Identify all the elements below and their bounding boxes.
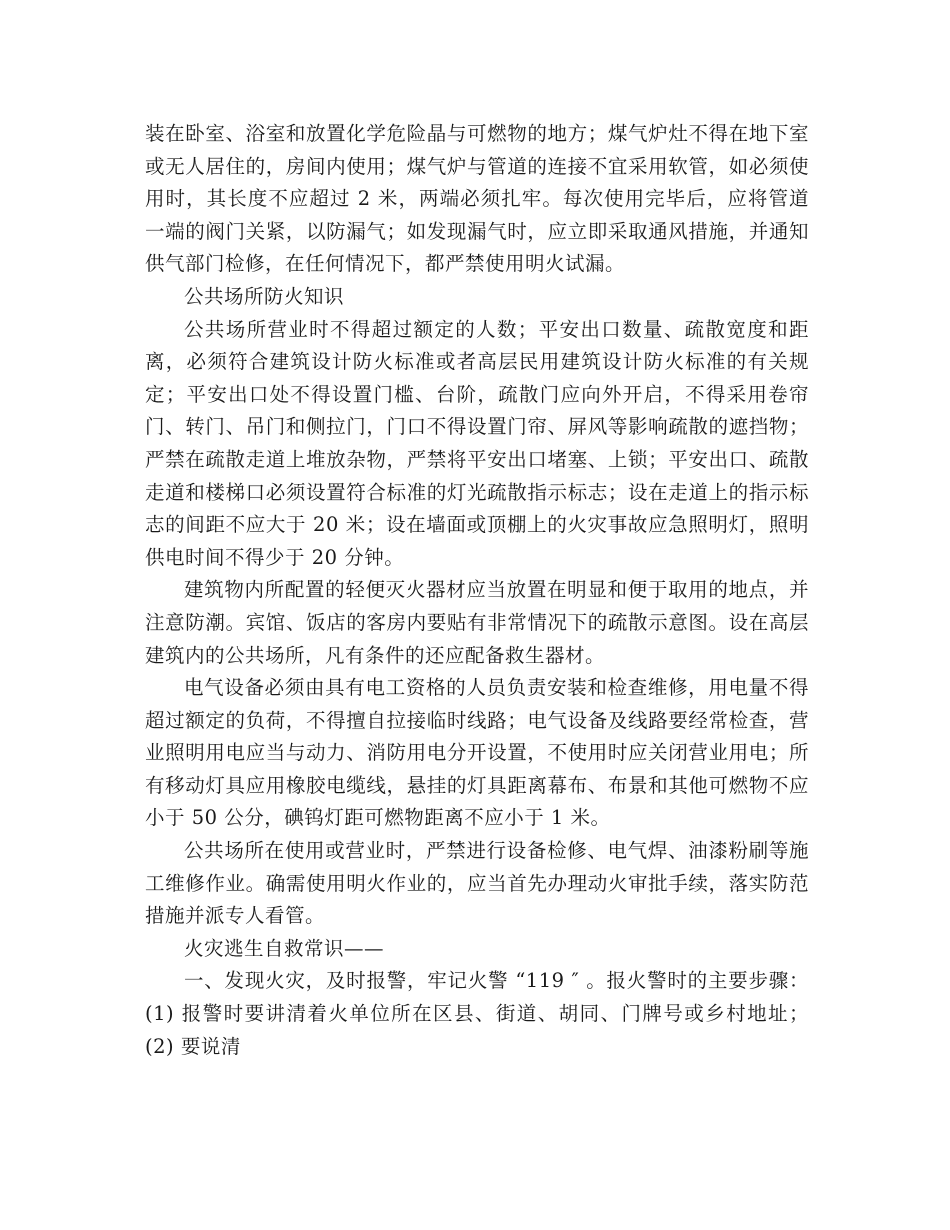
paragraph-maintenance-work: 公共场所在使用或营业时，严禁进行设备检修、电气焊、油漆粉刷等施工维修作业。确需使用明火作业的，应当首先办理动火审批手续，落实防范措施并派专人看管。 — [145, 839, 809, 928]
paragraph-continuation: 装在卧室、浴室和放置化学危险晶与可燃物的地方；煤气炉灶不得在地下室或无人居住的，房间内使用；煤气炉与管道的连接不宜采用软管，如必须使用时，其长度不应超过 2 米，两端必须扎牢。每次使用完毕后，应将管道一端的阀门关紧，以防漏气；如发现漏气时，应立即采取通风措施，并通知供气部门检修，在任何情况下，都严禁使用明火试漏。 — [145, 122, 809, 276]
paragraph-electrical-equipment: 电气设备必须由具有电工资格的人员负责安装和检查维修，用电量不得超过额定的负荷，不得擅自拉接临时线路；电气设备及线路要经常检查，营业照明用电应当与动力、消防用电分开设置，不使用时应关闭营业用电；所有移动灯具应用橡胶电缆线，悬挂的灯具距离幕布、布景和其他可燃物不应小于 50 公分，碘钨灯距可燃物距离不应小于 1 米。 — [145, 676, 809, 830]
document-page — [145, 118, 809, 1063]
paragraph-report-fire: 一、发现火灾，及时报警，牢记火警 “119 ″ 。报火警时的主要步骤：(1) 报警时要讲清着火单位所在区县、街道、胡同、门牌号或乡村地址；(2) 要说清 — [145, 969, 809, 1058]
paragraph-fire-extinguishers: 建筑物内所配置的轻便灭火器材应当放置在明显和便于取用的地点，并注意防潮。宾馆、饭店的客房内要贴有非常情况下的疏散示意图。设在高层建筑内的公共场所，凡有条件的还应配备救生器材。 — [145, 578, 809, 667]
section-heading-fire-escape: 火灾逃生自救常识—— — [184, 936, 385, 960]
paragraph-public-places-capacity: 公共场所营业时不得超过额定的人数；平安出口数量、疏散宽度和距离，必须符合建筑设计防火标准或者高层民用建筑设计防火标准的有关规定；平安出口处不得设置门槛、台阶，疏散门应向外开启，不得采用卷帘门、转门、吊门和侧拉门，门口不得设置门帘、屏风等影响疏散的遮挡物；严禁在疏散走道上堆放杂物，严禁将平安出口堵塞、上锁；平安出口、疏散走道和楼梯口必须设置符合标准的灯光疏散指示标志；设在走道上的指示标志的间距不应大于 20 米；设在墙面或顶棚上的火灾事故应急照明灯，照明供电时间不得少于 20 分钟。 — [145, 317, 809, 569]
section-heading-public-places: 公共场所防火知识 — [184, 284, 345, 308]
